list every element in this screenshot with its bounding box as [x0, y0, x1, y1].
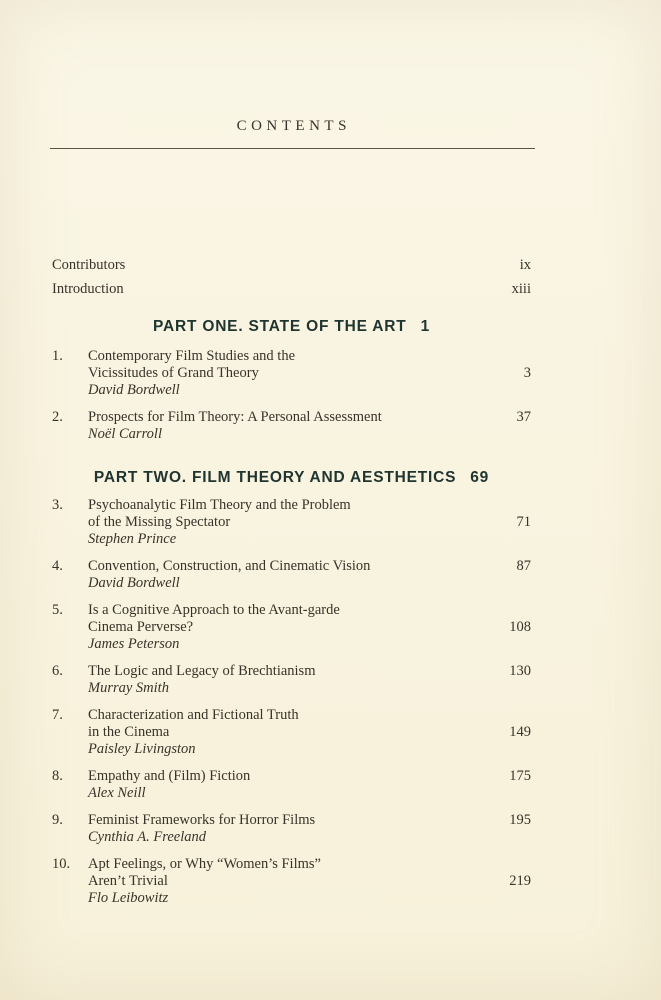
entry-page-number: 149 — [509, 724, 531, 740]
entry-title-line: Characterization and Fictional Truth — [88, 707, 299, 723]
front-matter-row-introduction — [52, 277, 531, 301]
entry-title-line: Prospects for Film Theory: A Personal Assessment — [88, 409, 382, 425]
entry-title-line: Contemporary Film Studies and the — [88, 348, 296, 364]
toc-entry-2 — [52, 409, 531, 443]
entry-title-line: Convention, Construction, and Cinematic Vision — [88, 558, 371, 574]
entry-title-line: Aren’t Trivial — [88, 873, 168, 889]
toc-entry-3 — [52, 497, 531, 548]
title-rule — [50, 148, 535, 149]
entry-page-number: 87 — [516, 558, 531, 574]
entry-page-number: 175 — [509, 768, 531, 784]
entry-title-line: Apt Feelings, or Why “Women’s Films” — [88, 856, 321, 872]
front-matter-row-contributors — [52, 253, 531, 277]
front-matter-label: Introduction — [52, 281, 124, 297]
toc-entry-5 — [52, 602, 531, 653]
entry-title-line: Cinema Perverse? — [88, 619, 194, 635]
entry-number: 3. — [52, 497, 63, 513]
front-matter-label: Contributors — [52, 257, 126, 273]
entry-page-number: 219 — [509, 873, 531, 889]
entry-page-number: 130 — [509, 663, 531, 679]
part-two-title: PART TWO. FILM THEORY AND AESTHETICS — [93, 469, 457, 486]
part-one-title: PART ONE. STATE OF THE ART — [152, 318, 407, 335]
part-two-heading — [52, 470, 531, 486]
part-two-page-number: 69 — [470, 469, 490, 486]
entry-number: 6. — [52, 663, 63, 679]
entry-title-line: Empathy and (Film) Fiction — [88, 768, 251, 784]
toc-entry-8 — [52, 768, 531, 802]
entry-number: 1. — [52, 348, 63, 364]
entry-title-line: of the Missing Spectator — [88, 514, 231, 530]
toc-entry-7 — [52, 707, 531, 758]
entry-title-line: Feminist Frameworks for Horror Films — [88, 812, 316, 828]
entry-page-number: 195 — [509, 812, 531, 828]
entry-title-line: Vicissitudes of Grand Theory — [88, 365, 259, 381]
entry-page-number: 71 — [516, 514, 531, 530]
entry-number: 10. — [52, 856, 71, 872]
entry-author: Stephen Prince — [88, 531, 177, 547]
entry-author: Cynthia A. Freeland — [88, 829, 206, 845]
entry-number: 2. — [52, 409, 63, 425]
entry-author: Noël Carroll — [88, 426, 162, 442]
entry-author: Murray Smith — [88, 680, 169, 696]
page-title: CONTENTS — [236, 118, 351, 134]
toc-entry-1 — [52, 348, 531, 399]
entry-author: James Peterson — [88, 636, 180, 652]
entry-page-number: 3 — [523, 365, 531, 381]
entry-number: 9. — [52, 812, 63, 828]
entry-number: 5. — [52, 602, 63, 618]
entry-title-line: The Logic and Legacy of Brechtianism — [88, 663, 316, 679]
front-matter — [52, 253, 531, 301]
entry-title-line: Psychoanalytic Film Theory and the Problem — [88, 497, 351, 513]
entry-number: 4. — [52, 558, 63, 574]
part-one-page-number: 1 — [420, 318, 430, 335]
entry-title-line: Is a Cognitive Approach to the Avant-garde — [88, 602, 340, 618]
entry-author: Alex Neill — [88, 785, 146, 801]
entry-title-line: in the Cinema — [88, 724, 170, 740]
toc-entry-4 — [52, 558, 531, 592]
front-matter-page-number: ix — [519, 257, 531, 273]
toc-entry-6 — [52, 663, 531, 697]
entry-number: 7. — [52, 707, 63, 723]
entry-author: Flo Leibowitz — [88, 890, 169, 906]
toc-entry-10 — [52, 856, 531, 907]
entry-author: David Bordwell — [88, 575, 180, 591]
entry-page-number: 108 — [509, 619, 531, 635]
entry-page-number: 37 — [516, 409, 531, 425]
part-one-heading — [52, 319, 531, 335]
entry-number: 8. — [52, 768, 63, 784]
toc-entry-9 — [52, 812, 531, 846]
front-matter-page-number: xiii — [511, 281, 531, 297]
entry-author: Paisley Livingston — [88, 741, 196, 757]
entry-author: David Bordwell — [88, 382, 180, 398]
